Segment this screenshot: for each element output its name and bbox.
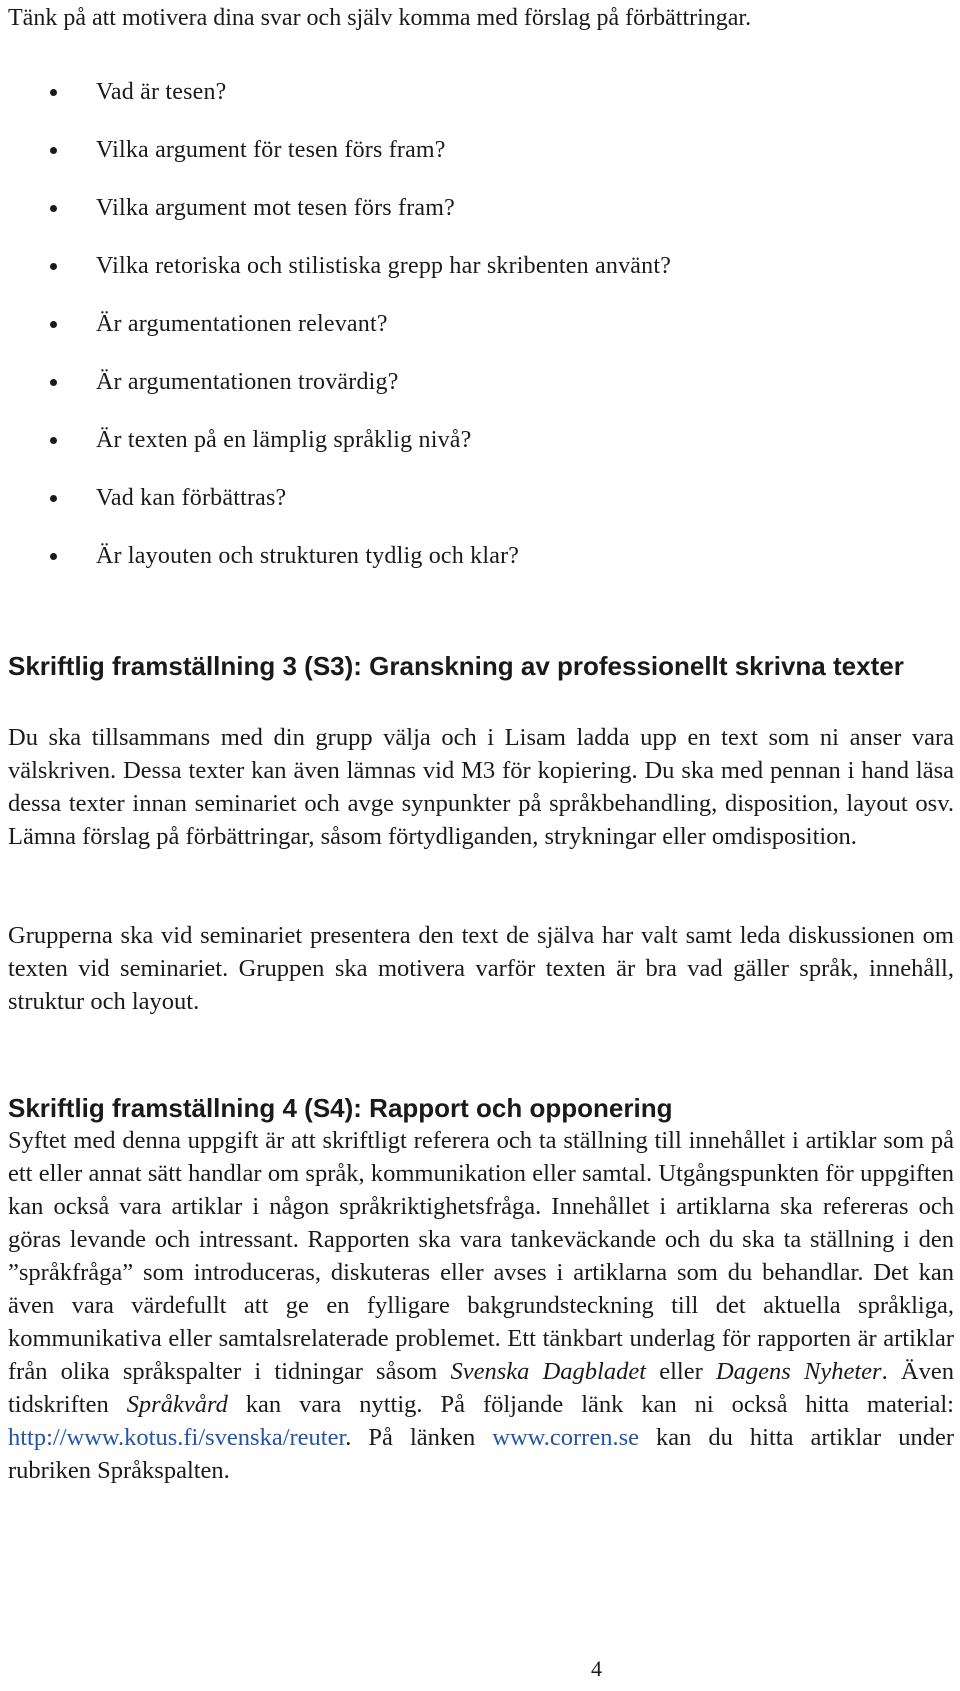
question-list <box>8 76 671 598</box>
bullet-icon <box>50 205 57 212</box>
bullet-icon <box>50 437 57 444</box>
list-item-text: Är argumentationen relevant? <box>96 311 388 337</box>
list-item-text: Är argumentationen trovärdig? <box>96 369 399 395</box>
list-item-text: Är layouten och strukturen tydlig och klar? <box>96 543 520 569</box>
corren-link[interactable]: www.corren.se <box>492 1424 639 1451</box>
list-item <box>8 308 671 366</box>
list-item-text: Vilka argument mot tesen förs fram? <box>96 195 456 221</box>
page-number: 4 <box>591 1656 602 1681</box>
bullet-icon <box>50 263 57 270</box>
section-heading-s4: Skriftlig framställning 4 (S4): Rapport och opponering <box>8 1093 673 1123</box>
list-item <box>8 540 671 598</box>
s4-paragraph <box>8 1124 954 1487</box>
list-item <box>8 366 671 424</box>
s4-text: kan du hitta artiklar under rubriken Språkspalten. <box>8 1424 954 1484</box>
kotus-link[interactable]: http://www.kotus.fi/svenska/reuter <box>8 1424 346 1451</box>
s4-text: . Även tidskriften <box>8 1358 954 1418</box>
bullet-icon <box>50 495 57 502</box>
s3-paragraph-2: Grupperna ska vid seminariet presentera den text de själva har valt samt leda diskussionen om texten vid seminariet. Gruppen ska motivera varför texten är bra vad gäller språk, innehåll, struktur och layout. <box>8 922 954 1015</box>
s3-paragraph-1: Du ska tillsammans med din grupp välja och i Lisam ladda upp en text som ni anser vara välskriven. Dessa texter kan även lämnas vid M3 för kopiering. Du ska med pennan i hand läsa dessa texter innan seminariet och avge synpunkter på språkbehandling, disposition, layout osv. Lämna förslag på förbättringar, såsom förtydliganden, strykningar eller omdisposition. <box>8 724 954 850</box>
bullet-icon <box>50 553 57 560</box>
intro-text: Tänk på att motivera dina svar och själv komma med förslag på förbättringar. <box>8 5 752 31</box>
list-item <box>8 134 671 192</box>
list-item <box>8 424 671 482</box>
list-item <box>8 76 671 134</box>
list-item-text: Vad är tesen? <box>96 79 227 105</box>
bullet-icon <box>50 379 57 386</box>
list-item <box>8 250 671 308</box>
list-item <box>8 482 671 540</box>
list-item-text: Vad kan förbättras? <box>96 485 287 511</box>
section-heading-s3: Skriftlig framställning 3 (S3): Granskning av professionellt skrivna texter <box>8 651 904 681</box>
bullet-icon <box>50 321 57 328</box>
document-page <box>8 0 954 1691</box>
bullet-icon <box>50 147 57 154</box>
list-item-text: Är texten på en lämplig språklig nivå? <box>96 427 472 453</box>
s4-text: Syftet med denna uppgift är att skriftligt referera och ta ställning till innehållet i artiklar som på ett eller annat sätt handlar om språk, kommunikation eller samtal. Utgångspunkten för uppgiften kan också vara artiklar i någon språkriktighetsfråga. Innehållet i artiklarna ska refereras och göras levande och intressant. Rapporten ska vara tankeväckande och du ska ta ställning i den ”språkfråga” som introduceras, diskuteras eller avses i artiklarna som du behandlar. Det kan även vara värdefullt att ge en fylligare bakgrundsteckning till det aktuella språkliga, kommunikativa eller samtalsrelaterade problemet. Ett tänkbart underlag för rapporten är artiklar från olika språkspalter i tidningar såsom <box>8 1127 954 1385</box>
bullet-icon <box>50 89 57 96</box>
journal-title-sprakvard: Språkvård <box>126 1391 228 1418</box>
s4-text: eller <box>646 1358 716 1385</box>
newspaper-title-dn: Dagens Nyheter <box>715 1358 882 1385</box>
s4-text: kan vara nyttig. På följande länk kan ni också hitta material: <box>227 1391 954 1418</box>
list-item-text: Vilka retoriska och stilistiska grepp har skribenten använt? <box>96 253 672 279</box>
s4-text: . På länken <box>345 1424 493 1451</box>
list-item-text: Vilka argument för tesen förs fram? <box>96 137 446 163</box>
newspaper-title-svd: Svenska Dagbladet <box>450 1358 647 1385</box>
list-item <box>8 192 671 250</box>
